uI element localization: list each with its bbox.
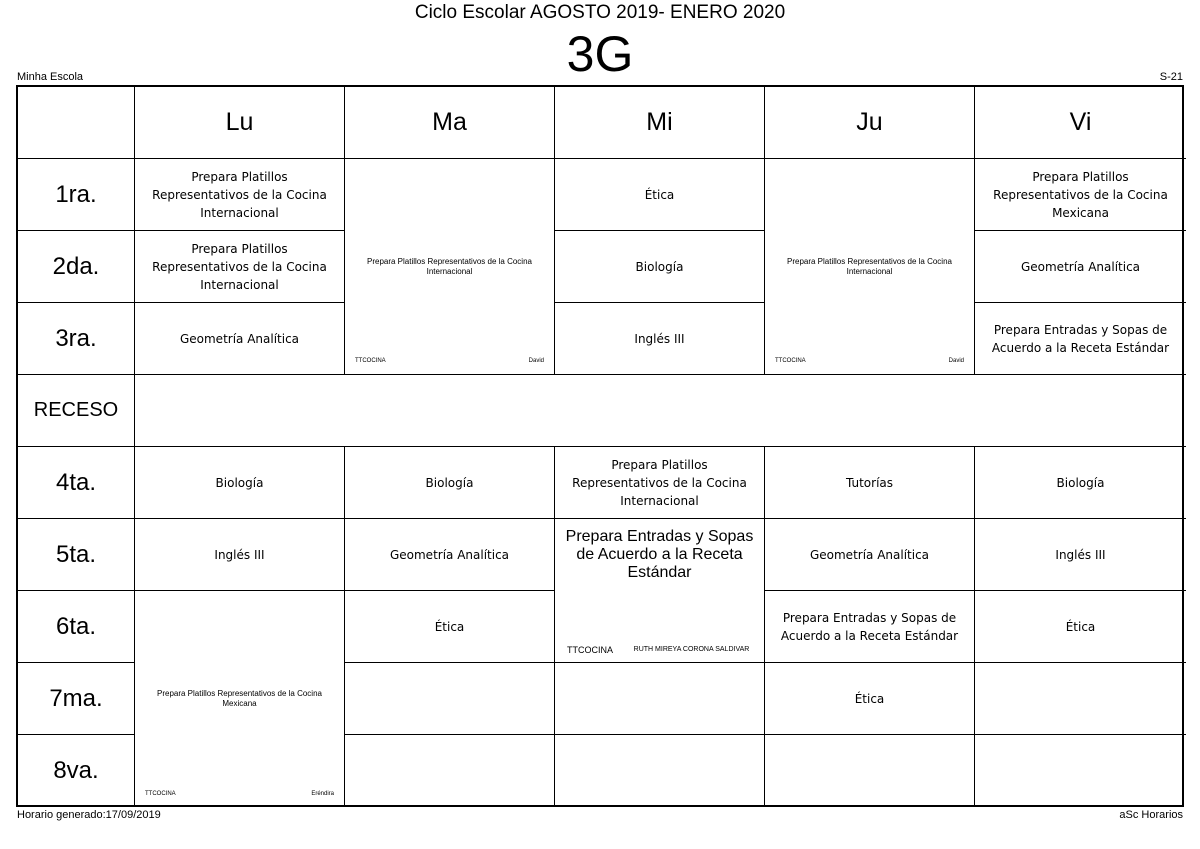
lesson-mi-2[interactable]: Biología bbox=[555, 231, 765, 303]
lesson-vi-2[interactable]: Geometría Analítica bbox=[975, 231, 1186, 303]
period-1: 1ra. bbox=[18, 159, 135, 231]
period-5: 5ta. bbox=[18, 519, 135, 591]
empty-cell bbox=[765, 735, 975, 807]
empty-cell bbox=[975, 735, 1186, 807]
lesson-mi-1[interactable]: Ética bbox=[555, 159, 765, 231]
group-title: 3G bbox=[566, 26, 634, 82]
lesson-vi-5[interactable]: Inglés III bbox=[975, 519, 1186, 591]
lesson-lu-1[interactable]: Prepara Platillos Representativos de la Cocina Internacional bbox=[135, 159, 345, 231]
empty-cell bbox=[555, 735, 765, 807]
empty-cell bbox=[555, 663, 765, 735]
school-name: Minha Escola bbox=[17, 71, 84, 83]
lesson-ma-5[interactable]: Geometría Analítica bbox=[345, 519, 555, 591]
lesson-lu-4[interactable]: Biología bbox=[135, 447, 345, 519]
lesson-ju-7[interactable]: Ética bbox=[765, 663, 975, 735]
lesson-vi-3[interactable]: Prepara Entradas y Sopas de Acuerdo a la Receta Estándar bbox=[975, 303, 1186, 375]
block-title: Prepara Entradas y Sopas de Acuerdo a la Receta Estándar bbox=[565, 528, 754, 581]
day-header-lu: Lu bbox=[135, 87, 345, 159]
block-title: Prepara Platillos Representativos de la Cocina Internacional bbox=[787, 256, 952, 276]
generated-date: Horario generado:17/09/2019 bbox=[17, 809, 161, 821]
period-7: 7ma. bbox=[18, 663, 135, 735]
cycle-title: Ciclo Escolar AGOSTO 2019- ENERO 2020 bbox=[414, 2, 786, 23]
software-brand: aSc Horarios bbox=[1119, 809, 1183, 821]
block-teacher: RUTH MIREYA CORONA SALDIVAR bbox=[633, 646, 750, 653]
empty-cell bbox=[345, 663, 555, 735]
block-room: TTCOCINA bbox=[145, 791, 176, 797]
lesson-vi-4[interactable]: Biología bbox=[975, 447, 1186, 519]
lesson-ju-6[interactable]: Prepara Entradas y Sopas de Acuerdo a la Receta Estándar bbox=[765, 591, 975, 663]
day-header-mi: Mi bbox=[555, 87, 765, 159]
lesson-mi-4[interactable]: Prepara Platillos Representativos de la Cocina Internacional bbox=[555, 447, 765, 519]
timetable-grid bbox=[16, 85, 1184, 807]
block-title: Prepara Platillos Representativos de la Cocina Mexicana bbox=[157, 689, 322, 708]
block-room: TTCOCINA bbox=[567, 645, 613, 655]
lesson-mi-block[interactable] bbox=[555, 519, 765, 663]
day-header-vi: Vi bbox=[975, 87, 1186, 159]
lesson-lu-5[interactable]: Inglés III bbox=[135, 519, 345, 591]
lesson-lu-2[interactable]: Prepara Platillos Representativos de la Cocina Internacional bbox=[135, 231, 345, 303]
period-4: 4ta. bbox=[18, 447, 135, 519]
lesson-vi-6[interactable]: Ética bbox=[975, 591, 1186, 663]
lesson-lu-block[interactable] bbox=[135, 591, 345, 807]
lesson-ma-block[interactable] bbox=[345, 159, 555, 375]
corner-cell bbox=[18, 87, 135, 159]
period-8: 8va. bbox=[18, 735, 135, 807]
lesson-vi-1[interactable]: Prepara Platillos Representativos de la Cocina Mexicana bbox=[975, 159, 1186, 231]
empty-cell bbox=[975, 663, 1186, 735]
block-room: TTCOCINA bbox=[775, 358, 806, 364]
period-3: 3ra. bbox=[18, 303, 135, 375]
lesson-ju-5[interactable]: Geometría Analítica bbox=[765, 519, 975, 591]
period-receso: RECESO bbox=[18, 375, 135, 447]
block-room: TTCOCINA bbox=[355, 358, 386, 364]
block-teacher: Eréndira bbox=[311, 791, 334, 797]
lesson-ma-6[interactable]: Ética bbox=[345, 591, 555, 663]
schedule-code: S-21 bbox=[1159, 71, 1183, 83]
empty-cell bbox=[345, 735, 555, 807]
period-6: 6ta. bbox=[18, 591, 135, 663]
lesson-mi-3[interactable]: Inglés III bbox=[555, 303, 765, 375]
lesson-ju-block[interactable] bbox=[765, 159, 975, 375]
day-header-ma: Ma bbox=[345, 87, 555, 159]
block-teacher: David bbox=[948, 358, 964, 364]
block-teacher: David bbox=[528, 358, 544, 364]
period-2: 2da. bbox=[18, 231, 135, 303]
lesson-lu-3[interactable]: Geometría Analítica bbox=[135, 303, 345, 375]
lesson-ma-4[interactable]: Biología bbox=[345, 447, 555, 519]
receso-band bbox=[135, 375, 1186, 447]
block-title: Prepara Platillos Representativos de la Cocina Internacional bbox=[367, 256, 532, 276]
lesson-ju-4[interactable]: Tutorías bbox=[765, 447, 975, 519]
day-header-ju: Ju bbox=[765, 87, 975, 159]
